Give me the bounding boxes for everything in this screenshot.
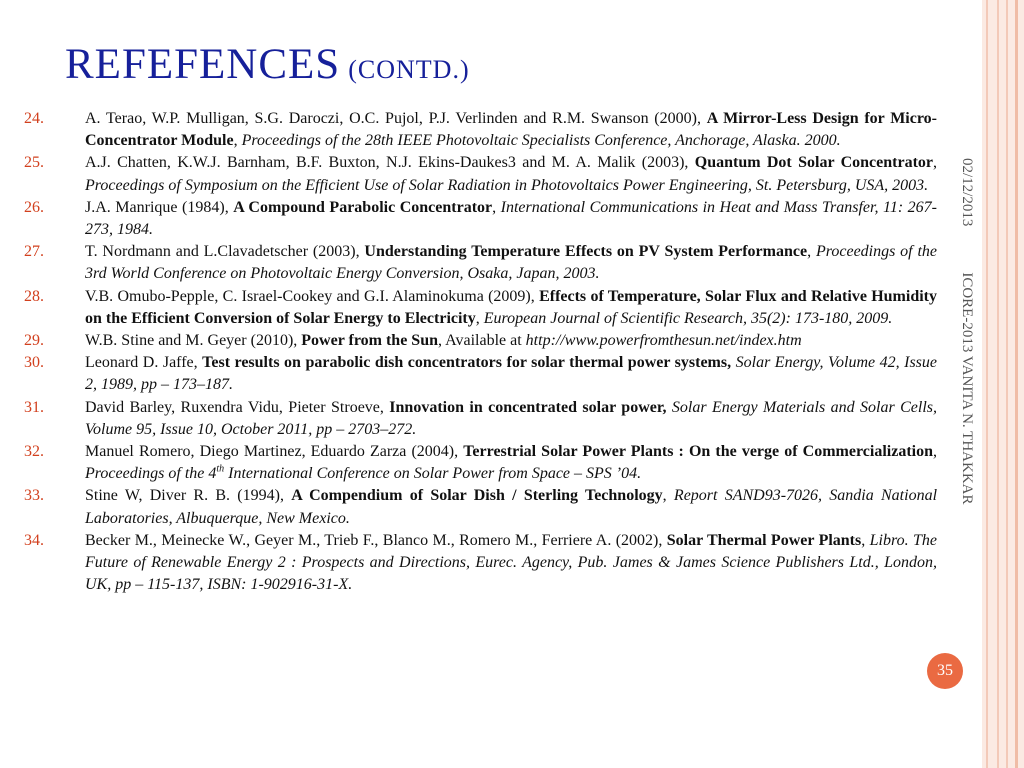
stripe-line <box>1006 0 1008 768</box>
ref-source: Proceedings of the 28th IEEE Photovoltaic Specialists Conference, Anchorage, Alaska. 2000. <box>241 132 841 150</box>
reference-item <box>24 108 937 152</box>
reference-text <box>85 241 937 285</box>
reference-text <box>85 330 937 352</box>
ref-authors: W.B. Stine and M. Geyer (2010), <box>85 332 302 350</box>
ref-source: Proceedings of the 4 <box>85 465 217 483</box>
ref-separator: , <box>807 243 816 261</box>
vertical-footer <box>958 158 975 505</box>
reference-item <box>24 352 937 396</box>
ref-separator: , Available at <box>438 332 526 350</box>
reference-text <box>85 152 937 196</box>
reference-item <box>24 152 937 196</box>
page-number-badge: 35 <box>927 653 963 689</box>
ref-title: Solar Thermal Power Plants <box>666 531 862 549</box>
reference-item <box>24 441 937 485</box>
reference-item <box>24 397 937 441</box>
reference-item <box>24 241 937 285</box>
ref-title: Innovation in concentrated solar power, <box>389 398 667 416</box>
ref-authors: A.J. Chatten, K.W.J. Barnham, B.F. Buxton, N.J. Ekins-Daukes3 and M. A. Malik (2003), <box>85 154 695 172</box>
ref-separator: , <box>475 309 484 327</box>
ref-authors: David Barley, Ruxendra Vidu, Pieter Stroeve, <box>85 398 390 416</box>
reference-text <box>85 530 937 597</box>
ref-title: Power from the Sun <box>301 332 438 350</box>
title-contd: (CONTD.) <box>348 55 470 84</box>
reference-number: 27. <box>24 243 44 261</box>
ref-separator: , <box>933 443 937 461</box>
reference-number: 34. <box>24 531 44 549</box>
reference-list <box>24 108 937 596</box>
reference-number: 28. <box>24 287 44 305</box>
reference-text <box>85 441 937 485</box>
ref-superscript: th <box>216 463 225 475</box>
reference-number: 24. <box>24 110 44 127</box>
ref-authors: Stine W, Diver R. B. (1994), <box>85 487 292 505</box>
stripe-line <box>986 0 988 768</box>
ref-separator: , <box>492 198 501 216</box>
decorative-side-stripes <box>982 0 1024 768</box>
reference-item <box>24 286 937 330</box>
ref-source: European Journal of Scientific Research, 35(2): 173-180, 2009. <box>483 309 893 327</box>
ref-title: Terrestrial Solar Power Plants : On the verge of Commercialization <box>463 443 933 461</box>
ref-authors: T. Nordmann and L.Clavadetscher (2003), <box>85 243 365 261</box>
reference-text <box>85 485 937 529</box>
reference-text <box>85 352 937 396</box>
ref-title: Understanding Temperature Effects on PV System Performance <box>364 243 808 261</box>
reference-text <box>85 197 937 241</box>
ref-separator: , <box>233 132 242 150</box>
slide-title <box>65 40 470 89</box>
reference-text <box>85 108 937 152</box>
stripe-line <box>997 0 999 768</box>
reference-number: 26. <box>24 198 44 216</box>
ref-title: A Compound Parabolic Concentrator <box>233 198 493 216</box>
reference-number: 29. <box>24 332 44 350</box>
reference-number: 31. <box>24 398 44 416</box>
reference-number: 25. <box>24 154 44 172</box>
reference-item <box>24 530 937 597</box>
ref-source: International Communications in Heat and Mass Transfer, 11: 267-273, 1984. <box>85 198 938 239</box>
ref-authors: Manuel Romero, Diego Martinez, Eduardo Zarza (2004), <box>85 443 464 461</box>
ref-source: Libro. The Future of Renewable Energy 2 : Prospects and Directions, Eurec. Agency, Pub. James & James Science Publishers Ltd., London, UK, pp – 115-137, ISBN: 1-902916-31-X. <box>85 531 938 594</box>
stripe-line <box>1015 0 1018 768</box>
ref-authors: A. Terao, W.P. Mulligan, S.G. Daroczi, O.C. Pujol, P.J. Verlinden and R.M. Swanson (2000), <box>85 110 707 127</box>
ref-source: Solar Energy Materials and Solar Cells, Volume 95, Issue 10, October 2011, pp – 2703–272. <box>85 398 937 438</box>
ref-authors: J.A. Manrique (1984), <box>85 198 234 216</box>
ref-separator: , <box>933 154 937 172</box>
reference-number: 32. <box>24 443 44 461</box>
title-main: REFEFENCES <box>65 41 341 88</box>
ref-title: Test results on parabolic dish concentrators for solar thermal power systems, <box>202 354 732 372</box>
reference-text <box>85 397 937 441</box>
reference-item <box>24 330 937 352</box>
ref-authors: Becker M., Meinecke W., Geyer M., Trieb F., Blanco M., Romero M., Ferriere A. (2002), <box>85 531 667 549</box>
footer-date: 02/12/2013 <box>959 158 975 227</box>
reference-text <box>85 286 937 330</box>
reference-item <box>24 485 937 529</box>
ref-title: A Compendium of Solar Dish / Sterling Technology <box>291 487 663 505</box>
ref-authors: Leonard D. Jaffe, <box>85 354 203 372</box>
reference-item <box>24 197 937 241</box>
footer-author-line: ICORE-2013 VANITA N. THAKKAR <box>959 272 975 505</box>
ref-source: http://www.powerfromthesun.net/index.htm <box>525 332 802 350</box>
ref-separator: , <box>662 487 674 505</box>
ref-title: Quantum Dot Solar Concentrator <box>694 154 933 172</box>
ref-source: Report SAND93-7026, Sandia National Laboratories, Albuquerque, New Mexico. <box>85 487 938 527</box>
ref-source: Solar Energy, Volume 42, Issue 2, 1989, pp – 173–187. <box>85 354 938 394</box>
ref-source: Proceedings of the 3rd World Conference on Photovoltaic Energy Conversion, Osaka, Japan, 2003. <box>85 243 938 283</box>
reference-number: 30. <box>24 354 44 372</box>
ref-source-cont: International Conference on Solar Power from Space – SPS ’04. <box>224 465 642 483</box>
ref-title: A Mirror-Less Design for Micro-Concentrator Module <box>85 110 937 150</box>
reference-number: 33. <box>24 487 44 505</box>
ref-authors: V.B. Omubo-Pepple, C. Israel-Cookey and G.I. Alaminokuma (2009), <box>85 287 540 305</box>
ref-superscript-wrap <box>216 465 224 482</box>
ref-title: Effects of Temperature, Solar Flux and Relative Humidity on the Efficient Conversion of Solar Energy to Electricity <box>85 287 938 327</box>
ref-separator: , <box>861 531 870 549</box>
ref-source: Proceedings of Symposium on the Efficient Use of Solar Radiation in Photovoltaics Power Engineering, St. Petersburg, USA, 2003. <box>85 176 929 194</box>
